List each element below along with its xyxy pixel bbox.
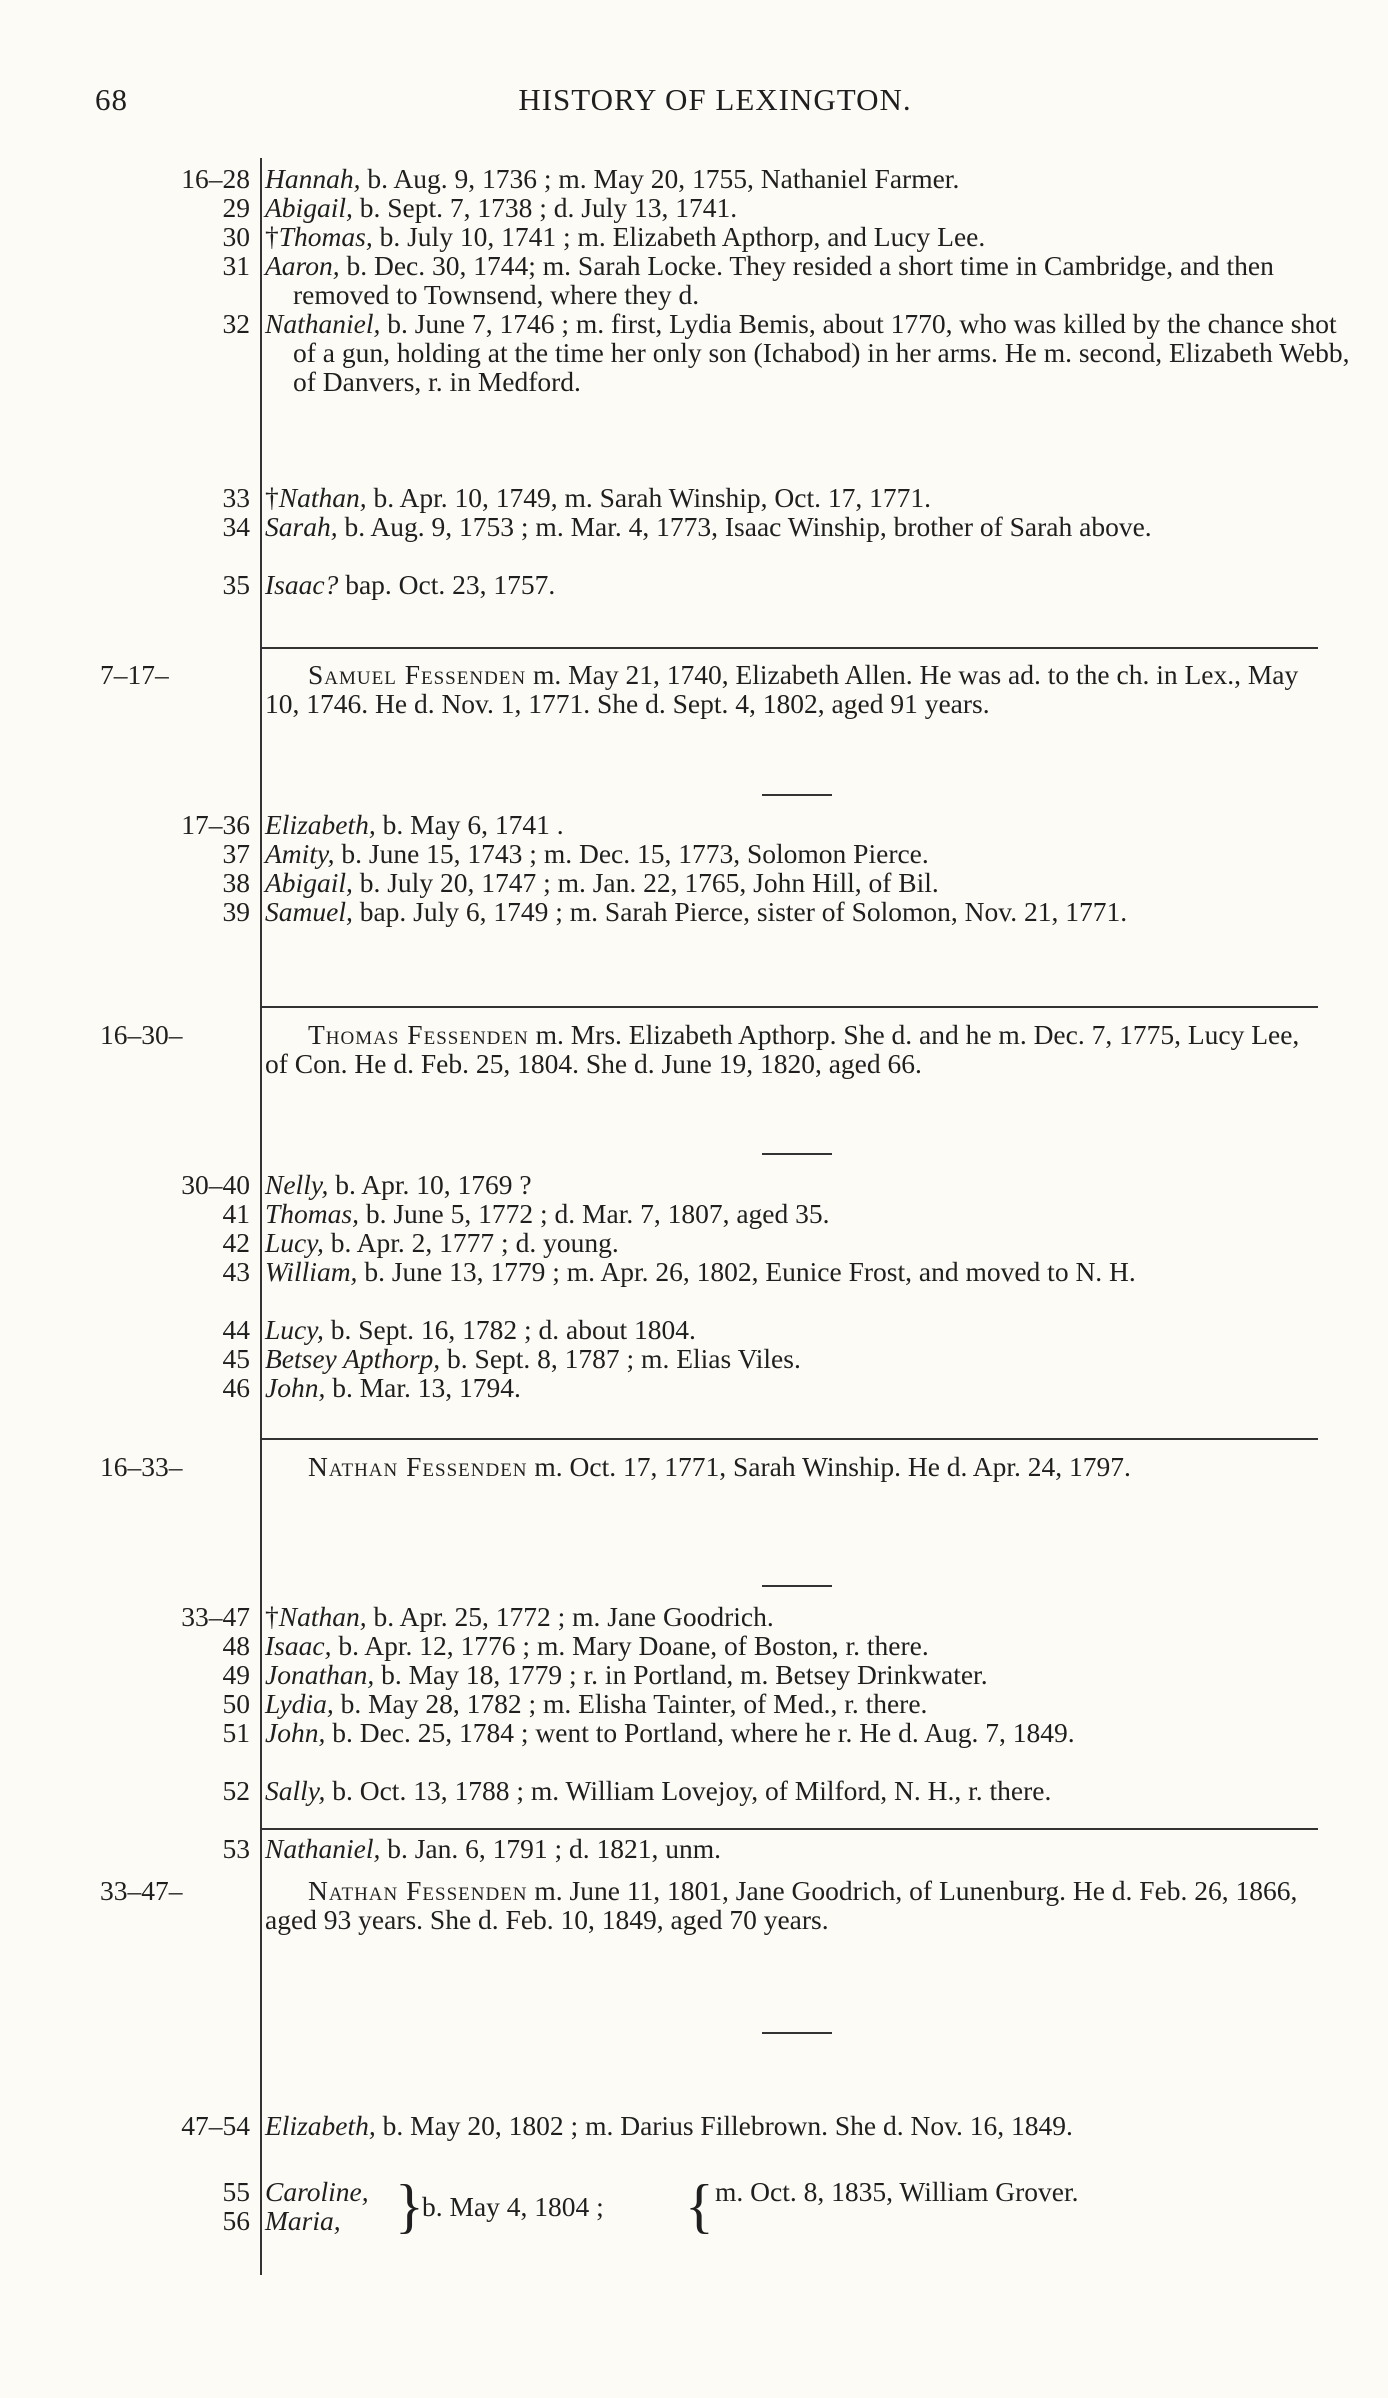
child-entry — [265, 1660, 1325, 1689]
entry-text: b. Aug. 9, 1753 ; m. Mar. 4, 1773, Isaac Winship, brother of Sarah above. — [344, 511, 1152, 542]
child-entry — [265, 1257, 1353, 1286]
entry-text: b. May 28, 1782 ; m. Elisha Tainter, of Med., r. there. — [340, 1688, 928, 1719]
entry-text: b. May 18, 1779 ; r. in Portland, m. Betsey Drinkwater. — [381, 1659, 988, 1690]
entry-text: b. Oct. 13, 1788 ; m. William Lovejoy, of Milford, N. H., r. there. — [332, 1775, 1052, 1806]
child-entry — [265, 1228, 1325, 1257]
child-entry — [265, 1602, 1325, 1631]
entry-text: bap. Oct. 23, 1757. — [345, 569, 556, 600]
child-name: Sarah, — [265, 511, 338, 542]
child-name: Amity, — [265, 838, 335, 869]
child-entry — [265, 193, 1325, 222]
family-head-name: Nathan Fessenden — [308, 1875, 528, 1906]
entry-text: b. Aug. 9, 1736 ; m. May 20, 1755, Nathaniel Farmer. — [367, 163, 960, 194]
child-name: Caroline, — [265, 2176, 369, 2207]
entry-text: bap. July 6, 1749 ; m. Sarah Pierce, sister of Solomon, Nov. 21, 1771. — [359, 896, 1128, 927]
child-name: Nathaniel, — [265, 308, 381, 339]
child-name: John, — [265, 1372, 326, 1403]
entry-number: 17–36 — [181, 809, 250, 840]
family-head-name: Nathan Fessenden — [308, 1451, 528, 1482]
child-entry — [265, 1834, 1325, 1863]
entry-text: b. Apr. 10, 1769 ? — [335, 1169, 532, 1200]
child-entry — [265, 810, 1325, 839]
section-rule — [262, 1438, 1318, 1440]
short-separator — [762, 1153, 832, 1155]
entry-text: b. Apr. 2, 1777 ; d. young. — [330, 1227, 619, 1258]
entry-text: b. June 13, 1779 ; m. Apr. 26, 1802, Eunice Frost, and moved to N. H. — [364, 1256, 1136, 1287]
entry-number: 35 — [222, 569, 250, 600]
child-name: John, — [265, 1717, 326, 1748]
child-name: Hannah, — [265, 163, 361, 194]
child-name: Elizabeth, — [265, 809, 376, 840]
entry-text: m. May 21, 1740, Elizabeth Allen. He was ad. to the ch. in Lex., May 10, 1746. He d. Nov. 1, 1771. She d. Sept. 4, 1802, aged 91 years. — [265, 659, 1299, 719]
page-number: 68 — [95, 82, 128, 117]
child-name: Lucy, — [265, 1227, 324, 1258]
entry-number: 49 — [222, 1659, 250, 1690]
child-name: Lydia, — [265, 1688, 334, 1719]
child-name: Thomas, — [265, 1198, 359, 1229]
entry-text: m. Mrs. Elizabeth Apthorp. She d. and he m. Dec. 7, 1775, Lucy Lee, of Con. He d. Feb. 25, 1804. She d. June 19, 1820, aged 66. — [265, 1019, 1300, 1079]
child-entry — [265, 1170, 1325, 1199]
family-head-paragraph — [265, 660, 1325, 718]
entry-text: b. Apr. 10, 1749, m. Sarah Winship, Oct. 17, 1771. — [373, 482, 932, 513]
entry-text: b. June 7, 1746 ; m. first, Lydia Bemis, about 1770, who was killed by the chance shot of a gun, holding at the time her only son (Ichabod) in her arms. He m. second, Elizabeth Webb, of Danvers, r. in Medford. — [293, 308, 1350, 397]
entry-text: b. July 20, 1747 ; m. Jan. 22, 1765, John Hill, of Bil. — [359, 867, 939, 898]
family-head-name: Thomas Fessenden — [308, 1019, 529, 1050]
section-number: 7–17– — [100, 659, 169, 690]
right-brace-icon: { — [685, 2173, 714, 2239]
child-entry — [265, 483, 1325, 512]
section-rule — [262, 1006, 1318, 1008]
entry-number: 45 — [222, 1343, 250, 1374]
child-name: Nathan, — [278, 482, 367, 513]
entry-number: 48 — [222, 1630, 250, 1661]
entry-number: 30–40 — [181, 1169, 250, 1200]
entry-text: b. Sept. 7, 1738 ; d. July 13, 1741. — [359, 192, 738, 223]
entry-text: b. Dec. 25, 1784 ; went to Portland, where he r. He d. Aug. 7, 1849. — [332, 1717, 1075, 1748]
dagger-mark: † — [265, 482, 279, 513]
child-entry — [265, 1689, 1325, 1718]
entry-text: m. June 11, 1801, Jane Goodrich, of Lunenburg. He d. Feb. 26, 1866, aged 93 years. She d. Feb. 10, 1849, aged 70 years. — [265, 1875, 1298, 1935]
entry-number: 42 — [222, 1227, 250, 1258]
entry-number: 38 — [222, 867, 250, 898]
child-entry — [265, 222, 1325, 251]
entry-text: b. June 5, 1772 ; d. Mar. 7, 1807, aged 35. — [365, 1198, 830, 1229]
child-entry — [265, 1199, 1325, 1228]
entry-text: b. Apr. 12, 1776 ; m. Mary Doane, of Boston, r. there. — [338, 1630, 929, 1661]
left-brace-icon: } — [395, 2173, 424, 2239]
entry-number: 41 — [222, 1198, 250, 1229]
short-separator — [762, 2032, 832, 2034]
entry-text: b. May 6, 1741 . — [382, 809, 564, 840]
child-name: Isaac, — [265, 1630, 332, 1661]
child-name: Aaron, — [265, 250, 340, 281]
child-name: Betsey Apthorp, — [265, 1343, 441, 1374]
section-number: 16–30– — [100, 1019, 183, 1050]
child-entry — [265, 1631, 1325, 1660]
entry-text: m. Oct. 17, 1771, Sarah Winship. He d. Apr. 24, 1797. — [534, 1451, 1131, 1482]
entry-number: 56 — [222, 2205, 250, 2236]
child-entry — [265, 1315, 1325, 1344]
entry-number: 46 — [222, 1372, 250, 1403]
child-name: Samuel, — [265, 896, 353, 927]
child-name: William, — [265, 1256, 358, 1287]
child-entry — [265, 2111, 1353, 2140]
child-name: Abigail, — [265, 192, 353, 223]
child-entry — [265, 164, 1325, 193]
child-name: Nathaniel, — [265, 1833, 381, 1864]
column-divider — [260, 158, 262, 2275]
entry-text: b. Jan. 6, 1791 ; d. 1821, unm. — [387, 1833, 722, 1864]
child-name: Nathan, — [278, 1601, 367, 1632]
twins-shared-birth: b. May 4, 1804 ; — [422, 2191, 604, 2222]
section-rule — [262, 1828, 1318, 1830]
entry-number: 34 — [222, 511, 250, 542]
entry-number: 50 — [222, 1688, 250, 1719]
entry-number: 37 — [222, 838, 250, 869]
child-entry — [265, 251, 1353, 309]
entry-text: b. June 15, 1743 ; m. Dec. 15, 1773, Solomon Pierce. — [341, 838, 929, 869]
child-name: Elizabeth, — [265, 2110, 376, 2141]
child-entry — [265, 512, 1353, 541]
entry-number: 53 — [222, 1833, 250, 1864]
child-name: Isaac? — [265, 569, 339, 600]
entry-number: 52 — [222, 1775, 250, 1806]
entry-number: 39 — [222, 896, 250, 927]
family-head-paragraph — [265, 1452, 1325, 1481]
dagger-mark: † — [265, 1601, 279, 1632]
entry-number: 32 — [222, 308, 250, 339]
child-name: Abigail, — [265, 867, 353, 898]
entry-text: b. Dec. 30, 1744; m. Sarah Locke. They resided a short time in Cambridge, and then removed to Townsend, where they d. — [293, 250, 1274, 310]
section-number: 33–47– — [100, 1875, 183, 1906]
family-head-name: Samuel Fessenden — [308, 659, 527, 690]
entry-number: 33–47 — [181, 1601, 250, 1632]
page-header — [95, 82, 1335, 122]
family-head-paragraph — [265, 1020, 1325, 1078]
child-entry — [265, 868, 1325, 897]
entry-number: 16–28 — [181, 163, 250, 194]
short-separator — [762, 794, 832, 796]
child-name: Jonathan, — [265, 1659, 375, 1690]
entry-number: 30 — [222, 221, 250, 252]
child-entry — [265, 1718, 1353, 1747]
entry-number: 47–54 — [181, 2110, 250, 2141]
family-head-paragraph — [265, 1876, 1325, 1934]
child-entry — [265, 309, 1353, 396]
entry-number: 55 — [222, 2176, 250, 2207]
entry-number: 44 — [222, 1314, 250, 1345]
entry-number: 51 — [222, 1717, 250, 1748]
entry-text: b. May 20, 1802 ; m. Darius Fillebrown. She d. Nov. 16, 1849. — [382, 2110, 1073, 2141]
child-entry — [265, 839, 1325, 868]
child-entry — [265, 1776, 1353, 1805]
child-name: Maria, — [265, 2205, 341, 2236]
dagger-mark: † — [265, 221, 279, 252]
child-entry — [265, 570, 1325, 599]
entry-number: 29 — [222, 192, 250, 223]
entry-number: 43 — [222, 1256, 250, 1287]
child-name: Sally, — [265, 1775, 326, 1806]
entry-text: b. July 10, 1741 ; m. Elizabeth Apthorp, and Lucy Lee. — [379, 221, 986, 252]
entry-number: 33 — [222, 482, 250, 513]
running-title: HISTORY OF LEXINGTON. — [518, 82, 912, 117]
caroline-marriage: m. Oct. 8, 1835, William Grover. — [715, 2176, 1079, 2207]
short-separator — [762, 1585, 832, 1587]
child-entry — [265, 897, 1353, 926]
section-number: 16–33– — [100, 1451, 183, 1482]
section-rule — [262, 647, 1318, 649]
entry-text: b. Sept. 8, 1787 ; m. Elias Viles. — [447, 1343, 801, 1374]
child-name: Thomas, — [278, 221, 373, 252]
entry-text: b. Mar. 13, 1794. — [332, 1372, 521, 1403]
entry-text: b. Apr. 25, 1772 ; m. Jane Goodrich. — [373, 1601, 774, 1632]
entry-number: 31 — [222, 250, 250, 281]
child-entry — [265, 1373, 1325, 1402]
child-name: Lucy, — [265, 1314, 324, 1345]
child-name: Nelly, — [265, 1169, 329, 1200]
child-entry — [265, 1344, 1325, 1373]
entry-text: b. Sept. 16, 1782 ; d. about 1804. — [330, 1314, 696, 1345]
